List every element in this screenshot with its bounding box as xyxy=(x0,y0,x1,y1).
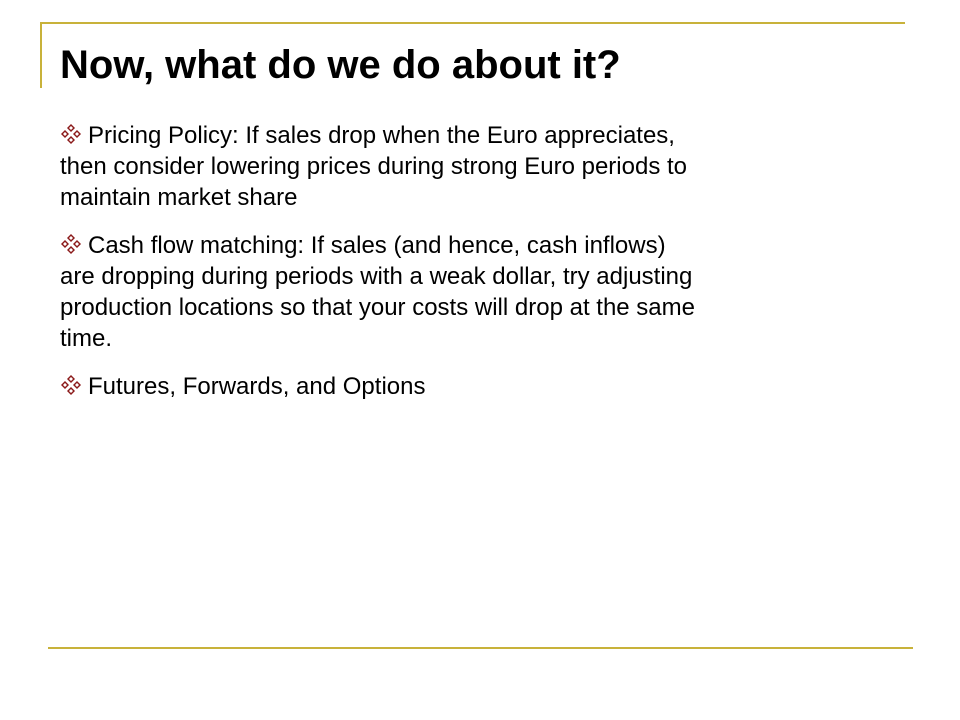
bullet-list xyxy=(60,120,700,419)
bullet-item xyxy=(60,230,700,354)
bullet-text: Pricing Policy: If sales drop when the Euro appreciates, then consider lowering prices during strong Euro periods to maintain market share xyxy=(60,122,688,211)
bullet-item xyxy=(60,371,700,402)
four-diamond-bullet-icon xyxy=(60,374,82,396)
bottom-border-rule xyxy=(48,647,913,649)
bullet-text: Cash flow matching: If sales (and hence, cash inflows) are dropping during periods with a weak dollar, try adjusting production locations so that your costs will drop at the same time. xyxy=(60,232,695,352)
left-border-rule xyxy=(40,22,42,88)
four-diamond-bullet-icon xyxy=(60,123,82,145)
bullet-item xyxy=(60,120,700,213)
top-border-rule xyxy=(40,22,905,24)
four-diamond-bullet-icon xyxy=(60,233,82,255)
bullet-text: Futures, Forwards, and Options xyxy=(88,373,426,400)
slide-title: Now, what do we do about it? xyxy=(60,43,621,87)
